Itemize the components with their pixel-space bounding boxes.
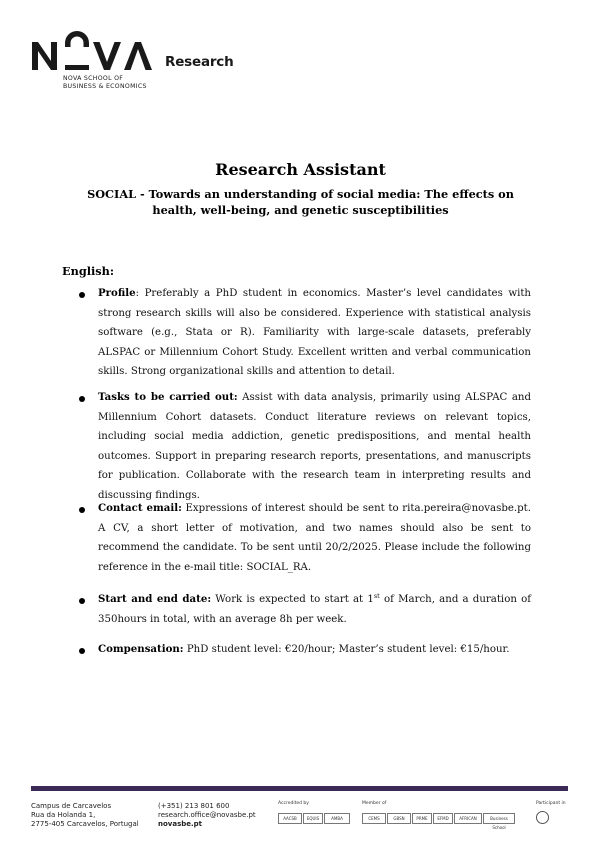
item-text: PhD student level: €20/hour; Master’s student level: €15/hour. <box>183 644 510 655</box>
list-item-tasks <box>98 388 531 506</box>
accreditation-badge: AACSB <box>278 813 302 824</box>
bullet-icon <box>79 507 85 513</box>
bullet-icon <box>79 292 85 298</box>
list-item-profile <box>98 284 531 382</box>
item-text: Work is expected to start at 1 <box>211 594 374 605</box>
member-badge: EFMD <box>433 813 453 824</box>
accreditation-badge: EQUIS <box>303 813 323 824</box>
list-item-compensation <box>98 640 531 660</box>
item-label: Start and end date: <box>98 593 212 605</box>
accreditation-badge: AMBA <box>324 813 350 824</box>
ordinal-suffix: st <box>373 592 380 600</box>
bullet-icon <box>79 648 85 654</box>
member-badge: GBSN <box>387 813 411 824</box>
item-text: Assist with data analysis, primarily using ALSPAC and Millennium Cohort datasets. Conduct literature reviews on relevant topics, including social media addiction, genetic predispositions, and mental health outcomes. Support in preparing research reports, presentations, and manuscripts for publication. Collaborate with the research team in interpreting results and discussing findings. <box>98 392 531 501</box>
footer-phone: (+351) 213 801 600 <box>158 802 230 810</box>
list-item-contact <box>98 499 531 577</box>
participant-label: Participant in <box>536 801 566 806</box>
item-text: Expressions of interest should be sent to rita.pereira@novasbe.pt. A CV, a short letter of motivation, and two names should also be sent to recommend the candidate. To be sent until 20/2/2025. Please include the following reference in the e-mail title: SOCIAL_RA. <box>98 503 531 573</box>
member-badge: Business School <box>483 813 515 824</box>
language-label: English: <box>62 264 115 278</box>
member-badge: AFRICAN <box>454 813 482 824</box>
item-label: Compensation: <box>98 643 184 655</box>
footer-website: novasbe.pt <box>158 820 203 828</box>
nova-research-logo <box>31 30 241 95</box>
bullet-icon <box>79 598 85 604</box>
participant-seal-icon <box>536 811 549 824</box>
project-subtitle: SOCIAL - Towards an understanding of social media: The effects on health, well-being, and genetic susceptibilities <box>87 187 514 217</box>
footer-email: research.office@novasbe.pt <box>158 811 256 819</box>
item-label: Contact email: <box>98 502 182 514</box>
item-text: : Preferably a PhD student in economics. Master’s level candidates with strong research skills will also be considered. Experience with statistical analysis software (e.g., Stata or R). Familiarity with large-scale datasets, preferably ALSPAC or Millennium Cohort Study. Excellent written and verbal communication skills. Strong organizational skills and attention to detail. <box>98 288 531 378</box>
list-item-dates <box>98 590 531 629</box>
page-title: Research Assistant <box>215 160 386 179</box>
member-badge: CEMS <box>362 813 386 824</box>
footer-contact <box>158 802 256 829</box>
logo-school-name: NOVA SCHOOL OF BUSINESS & ECONOMICS <box>63 75 147 90</box>
member-badge: PRME <box>412 813 432 824</box>
nova-wordmark-icon <box>31 30 161 72</box>
item-label: Tasks to be carried out: <box>98 391 238 403</box>
accredited-label: Accredited by <box>278 801 309 806</box>
member-label: Member of <box>362 801 387 806</box>
footer-address: Campus de Carcavelos Rua da Holanda 1, 2775-405 Carcavelos, Portugal <box>31 802 139 828</box>
footer-divider <box>31 786 568 791</box>
item-label: Profile <box>98 287 136 299</box>
logo-research-text: Research <box>165 54 234 70</box>
item-text-continued: of March, and a duration of 350hours in total, with an average 8h per week. <box>98 594 531 625</box>
bullet-icon <box>79 396 85 402</box>
